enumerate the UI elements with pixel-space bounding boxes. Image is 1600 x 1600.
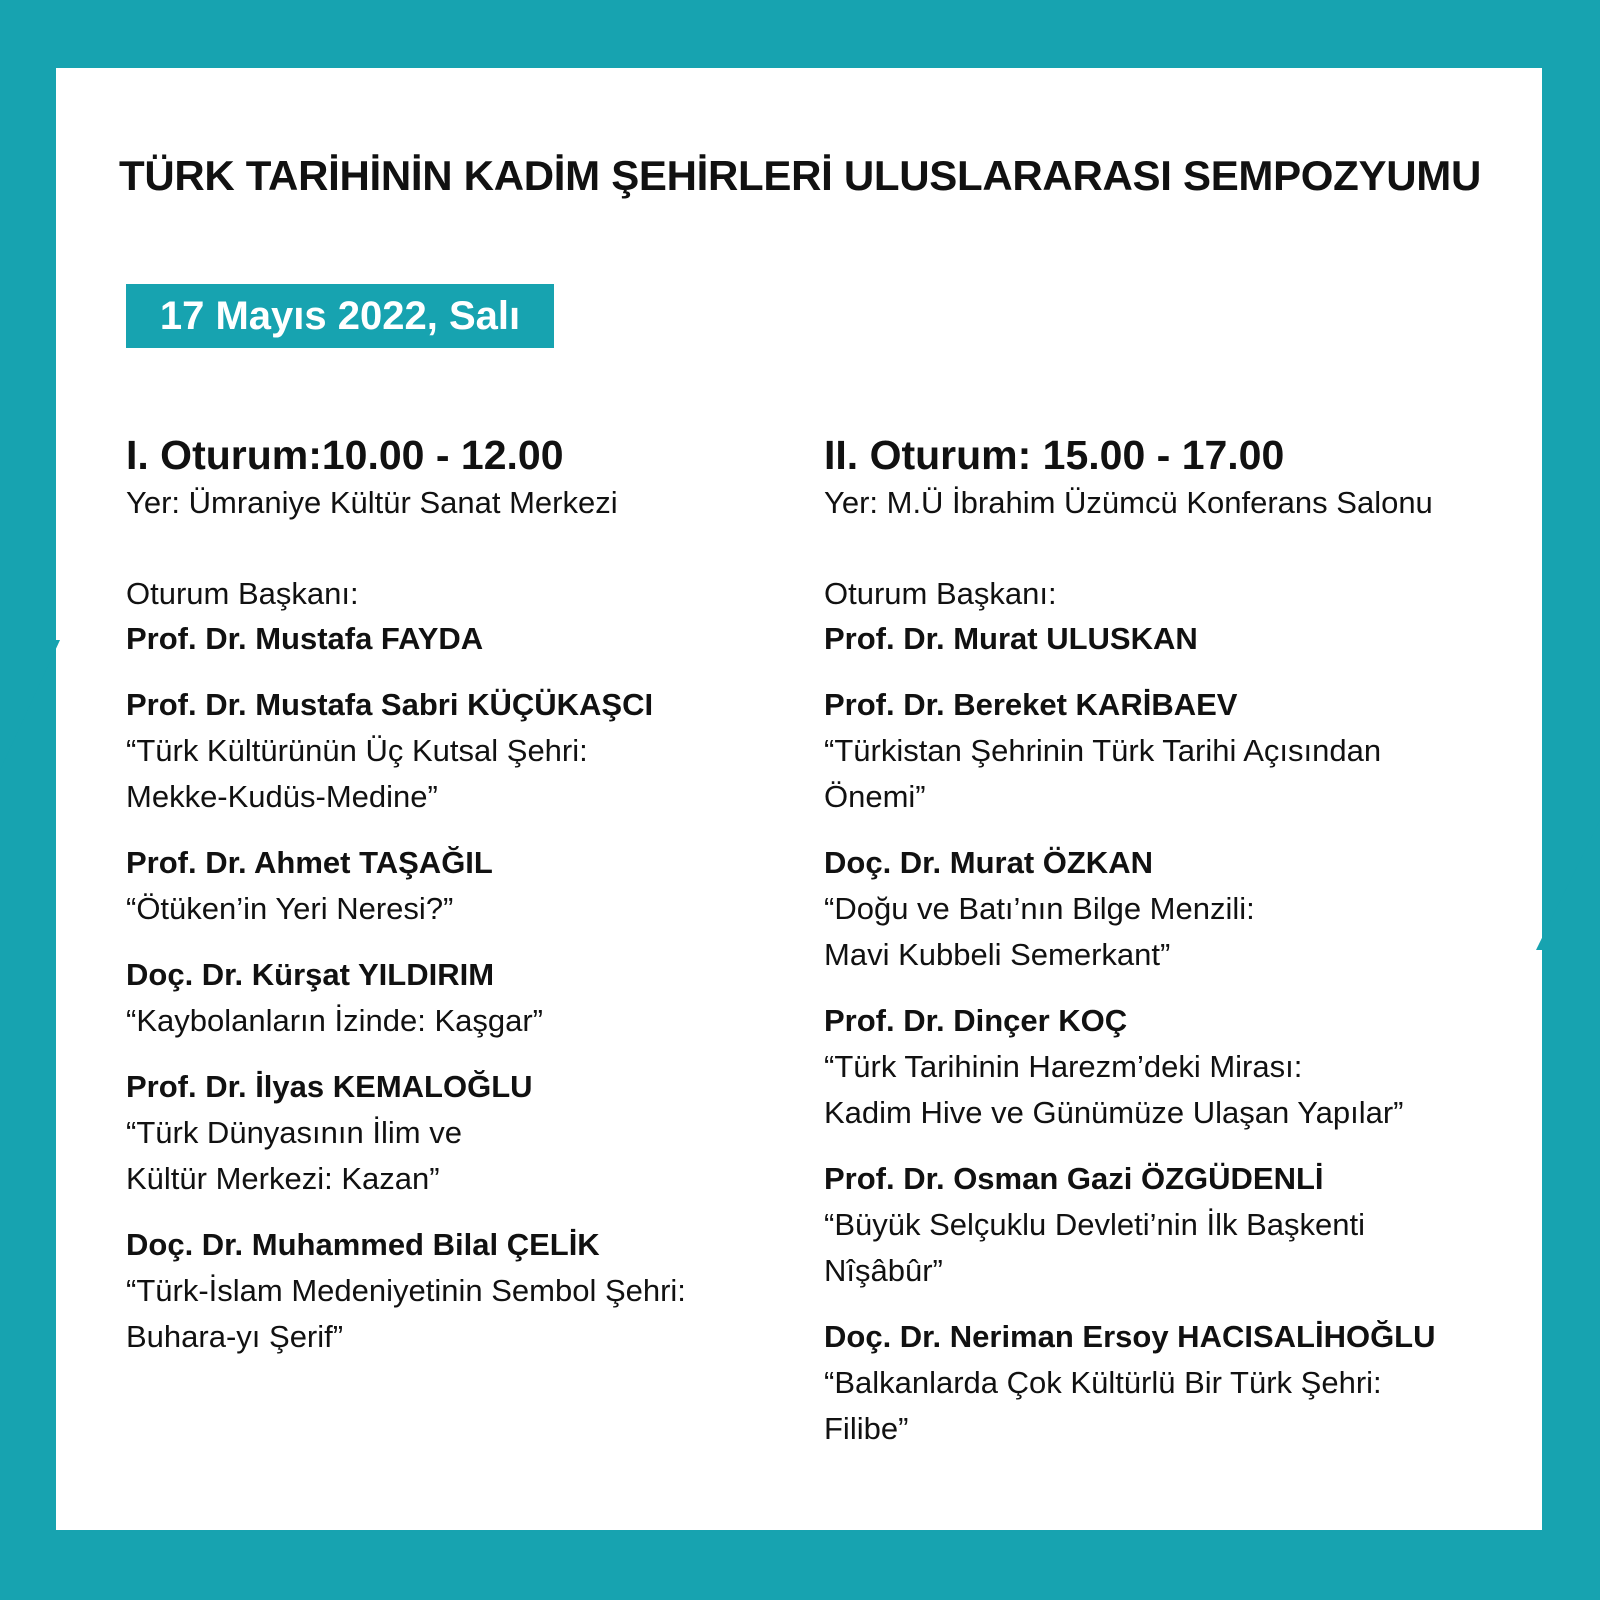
speaker-name: Prof. Dr. Mustafa Sabri KÜÇÜKAŞCI: [126, 687, 654, 722]
session-place: Yer: Ümraniye Kültür Sanat Merkezi: [126, 485, 618, 520]
speaker-item: [824, 998, 1544, 1136]
speaker-topic: “Kaybolanların İzinde: Kaşgar”: [126, 1003, 544, 1038]
chair-name: Prof. Dr. Mustafa FAYDA: [126, 621, 484, 656]
chair-label: Oturum Başkanı:: [126, 576, 359, 611]
speaker-topic: “Türk Tarihinin Harezm’deki Mirası: Kadim Hive ve Günümüze Ulaşan Yapılar”: [824, 1049, 1404, 1130]
chair-label: Oturum Başkanı:: [824, 576, 1057, 611]
speaker-name: Doç. Dr. Neriman Ersoy HACISALİHOĞLU: [824, 1319, 1436, 1354]
speaker-name: Prof. Dr. Dinçer KOÇ: [824, 1003, 1128, 1038]
speaker-topic: “Türkistan Şehrinin Türk Tarihi Açısından Önemi”: [824, 733, 1382, 814]
speaker-name: Prof. Dr. Bereket KARİBAEV: [824, 687, 1238, 722]
chair-name: Prof. Dr. Murat ULUSKAN: [824, 621, 1198, 656]
speaker-item: [824, 682, 1544, 820]
speaker-item: [824, 1314, 1544, 1452]
speaker-topic: “Türk Dünyasının İlim ve Kültür Merkezi: Kazan”: [126, 1115, 462, 1196]
speaker-name: Doç. Dr. Murat ÖZKAN: [824, 845, 1153, 880]
speaker-name: Prof. Dr. İlyas KEMALOĞLU: [126, 1069, 533, 1104]
speaker-topic: “Büyük Selçuklu Devleti’nin İlk Başkenti Nîşâbûr”: [824, 1207, 1366, 1288]
decorative-corner-left: [0, 640, 60, 770]
speaker-item: [126, 1222, 786, 1360]
speaker-item: [126, 1064, 786, 1202]
page-title: TÜRK TARİHİNİN KADİM ŞEHİRLERİ ULUSLARARASI SEMPOZYUMU: [118, 152, 1481, 199]
speaker-name: Doç. Dr. Kürşat YILDIRIM: [126, 957, 495, 992]
session-place: Yer: M.Ü İbrahim Üzümcü Konferans Salonu: [824, 485, 1433, 520]
session-1: [126, 428, 786, 1360]
speaker-item: [824, 840, 1544, 978]
session-title: II. Oturum: 15.00 - 17.00: [824, 432, 1285, 478]
session-title: I. Oturum:10.00 - 12.00: [126, 432, 564, 478]
decorative-corner-right: [1536, 820, 1600, 950]
speaker-topic: “Ötüken’in Yeri Neresi?”: [126, 891, 454, 926]
speaker-name: Doç. Dr. Muhammed Bilal ÇELİK: [126, 1227, 600, 1262]
speaker-item: [126, 952, 786, 1044]
speaker-topic: “Balkanlarda Çok Kültürlü Bir Türk Şehri: Filibe”: [824, 1365, 1382, 1446]
speaker-name: Prof. Dr. Osman Gazi ÖZGÜDENLİ: [824, 1161, 1324, 1196]
speaker-item: [126, 682, 786, 820]
speaker-item: [824, 1156, 1544, 1294]
speaker-topic: “Türk Kültürünün Üç Kutsal Şehri: Mekke-Kudüs-Medine”: [126, 733, 588, 814]
speaker-item: [126, 840, 786, 932]
speaker-name: Prof. Dr. Ahmet TAŞAĞIL: [126, 845, 493, 880]
date-badge: 17 Mayıs 2022, Salı: [126, 284, 554, 348]
session-2: [824, 428, 1544, 1452]
speaker-topic: “Doğu ve Batı’nın Bilge Menzili: Mavi Kubbeli Semerkant”: [824, 891, 1255, 972]
speaker-topic: “Türk-İslam Medeniyetinin Sembol Şehri: Buhara-yı Şerif”: [126, 1273, 686, 1354]
